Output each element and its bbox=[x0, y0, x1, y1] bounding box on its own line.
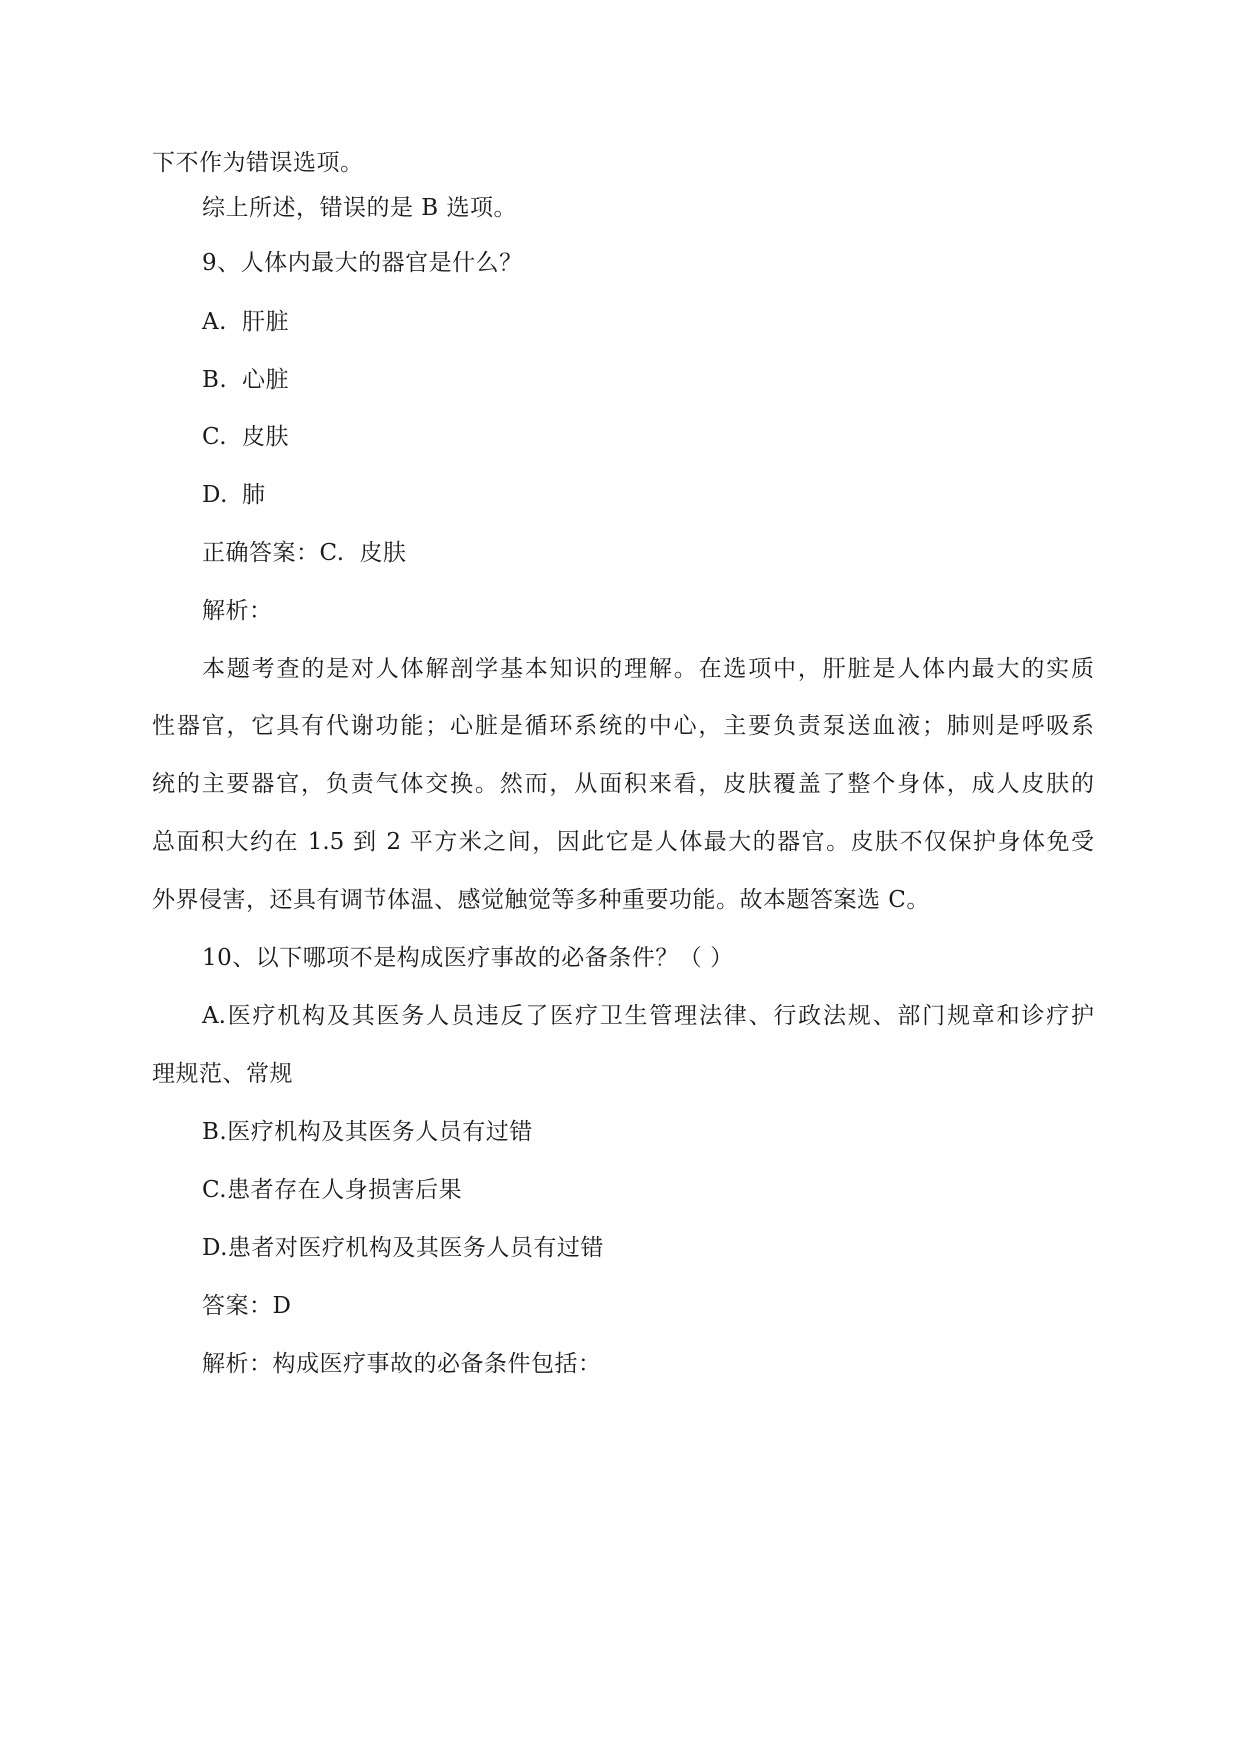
prev-question-summary: 综上所述，错误的是 B 选项。 bbox=[202, 195, 518, 221]
q10-option-a-line-1: A.医疗机构及其医务人员违反了医疗卫生管理法律、行政法规、部门规章和诊疗护 bbox=[202, 1003, 1094, 1029]
q10-answer: 答案：D bbox=[202, 1293, 292, 1319]
q9-option-b bbox=[202, 365, 289, 395]
prev-question-tail: 下不作为错误选项。 bbox=[152, 150, 364, 176]
q9-analysis-line-5: 外界侵害，还具有调节体温、感觉触觉等多种重要功能。故本题答案选 C。 bbox=[152, 887, 930, 913]
q9-option-a bbox=[202, 307, 289, 337]
q9-option-d-key: D. bbox=[202, 482, 228, 508]
q9-option-d-text: 肺 bbox=[242, 482, 266, 508]
q9-question: 9、人体内最大的器官是什么？ bbox=[202, 250, 523, 276]
q9-analysis-line-4: 总面积大约在 1.5 到 2 平方米之间，因此它是人体最大的器官。皮肤不仅保护身体免受 bbox=[152, 829, 1094, 855]
q9-option-d bbox=[202, 480, 266, 510]
q9-option-a-text: 肝脏 bbox=[242, 309, 289, 335]
q9-option-b-text: 心脏 bbox=[242, 367, 289, 393]
q9-answer-key: C. bbox=[319, 540, 345, 566]
q10-option-c: C.患者存在人身损害后果 bbox=[202, 1177, 463, 1203]
q9-analysis-line-3: 统的主要器官，负责气体交换。然而，从面积来看，皮肤覆盖了整个身体，成人皮肤的 bbox=[152, 771, 1094, 797]
q10-question: 10、以下哪项不是构成医疗事故的必备条件？（ ） bbox=[202, 945, 734, 971]
q9-analysis-line-2: 性器官，它具有代谢功能；心脏是循环系统的中心，主要负责泵送血液；肺则是呼吸系 bbox=[152, 713, 1094, 739]
q9-analysis-label: 解析： bbox=[202, 598, 273, 624]
q9-option-a-key: A. bbox=[202, 309, 227, 335]
q10-option-a-line-2: 理规范、常规 bbox=[152, 1061, 293, 1087]
q10-option-d: D.患者对医疗机构及其医务人员有过错 bbox=[202, 1235, 604, 1261]
q9-option-c bbox=[202, 422, 289, 452]
q9-option-b-key: B. bbox=[202, 367, 228, 393]
q9-answer-text: 皮肤 bbox=[359, 540, 407, 566]
q9-answer bbox=[202, 538, 407, 568]
q10-analysis: 解析：构成医疗事故的必备条件包括： bbox=[202, 1351, 602, 1377]
q9-analysis-line-1: 本题考查的是对人体解剖学基本知识的理解。在选项中，肝脏是人体内最大的实质 bbox=[202, 656, 1094, 682]
q9-option-c-text: 皮肤 bbox=[242, 424, 289, 450]
q10-option-b: B.医疗机构及其医务人员有过错 bbox=[202, 1119, 533, 1145]
q9-answer-label: 正确答案： bbox=[202, 540, 320, 566]
q9-option-c-key: C. bbox=[202, 424, 228, 450]
